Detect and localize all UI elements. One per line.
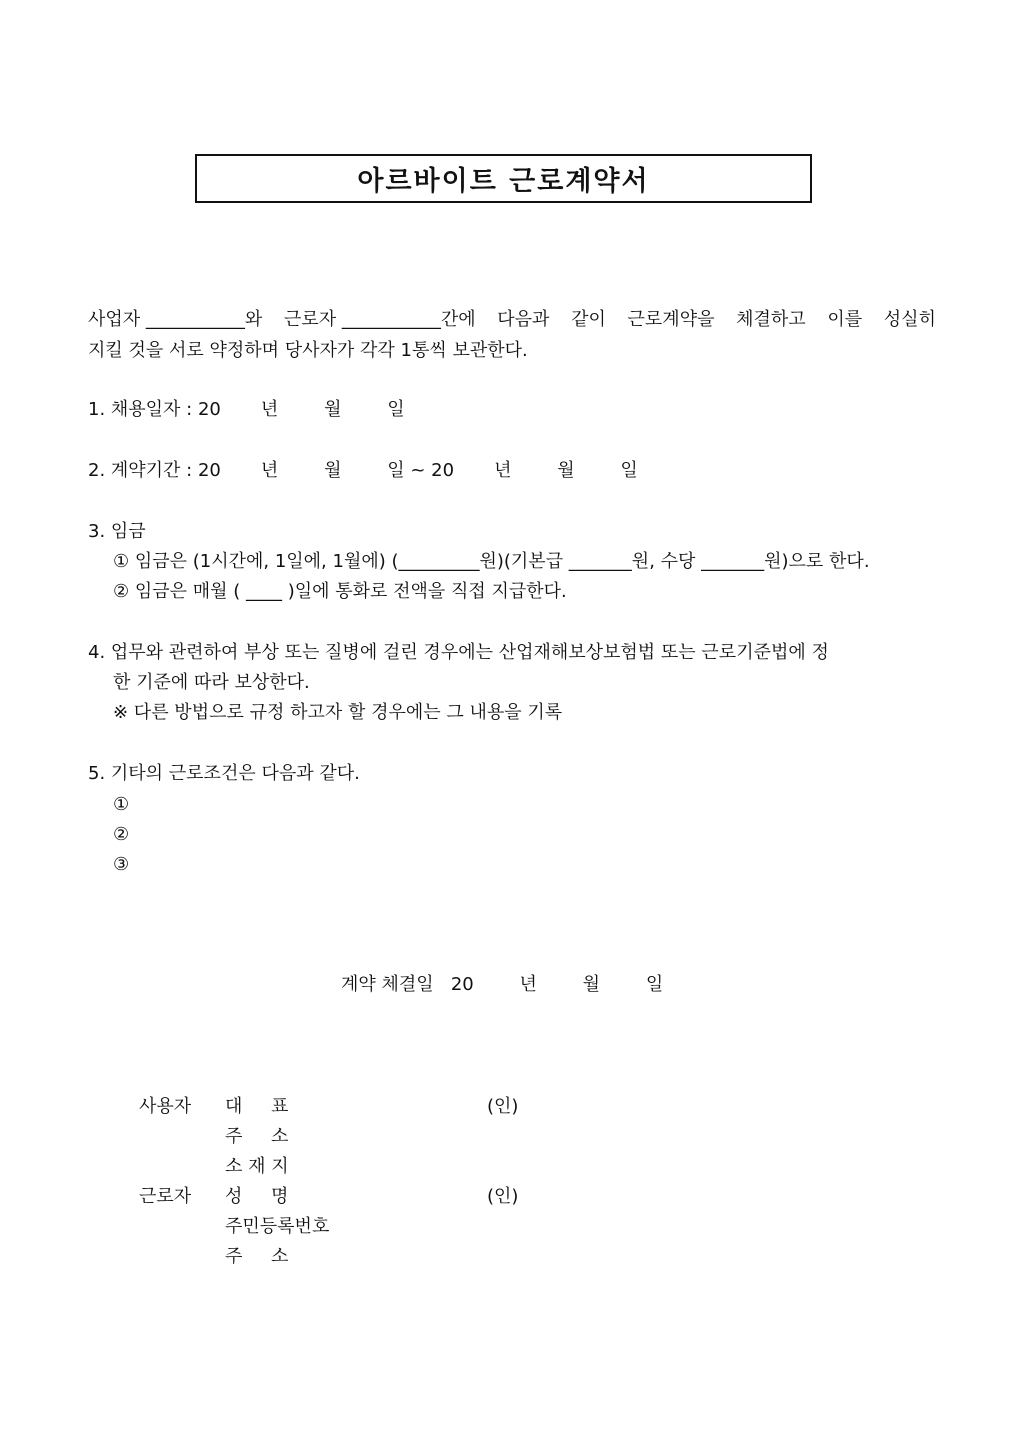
intro-line-2: 지킬 것을 서로 약정하며 당사자가 각각 1통씩 보관한다. [88, 340, 528, 361]
intro-part: 사업자 ___________와 [88, 309, 263, 330]
other-condition-2: ② [113, 824, 130, 845]
intro-part: 체결하고 [736, 309, 806, 330]
employer-address-label: 주 소 [225, 1126, 289, 1147]
intro-part: 성실히 [883, 309, 936, 330]
item-wage-amount: ① 임금은 (1시간에, 1일에, 1월에) (_________원)(기본급 _______원, 수당 _______원)으로 한다. [113, 551, 870, 572]
item-wage-heading: 3. 임금 [88, 521, 146, 542]
worker-name-label: 성 명 [225, 1186, 289, 1207]
employer-location-label: 소 재 지 [225, 1156, 289, 1177]
item-wage-payday: ② 임금은 매월 ( ____ )일에 통화로 전액을 직접 지급한다. [113, 581, 567, 602]
item-compensation-note: ※ 다른 방법으로 규정 하고자 할 경우에는 그 내용을 기록 [113, 702, 563, 723]
intro-part: 다음과 [497, 309, 550, 330]
employer-seal: (인) [487, 1096, 519, 1117]
intro-part: 이를 [827, 309, 863, 330]
other-condition-1: ① [113, 794, 130, 815]
document-title: 아르바이트 근로계약서 [195, 154, 812, 203]
intro-line-1 [88, 308, 936, 332]
item-contract-period: 2. 계약기간 : 20 년 월 일 ~ 20 년 월 일 [88, 460, 638, 481]
worker-address-label: 주 소 [225, 1246, 289, 1267]
worker-label: 근로자 [139, 1186, 192, 1207]
intro-part: 근로자 ___________간에 [283, 309, 476, 330]
employer-representative-label: 대 표 [225, 1096, 289, 1117]
contract-date: 계약 체결일 20 년 월 일 [341, 974, 664, 995]
intro-part: 근로계약을 [627, 309, 715, 330]
employer-label: 사용자 [139, 1096, 192, 1117]
item-other-conditions: 5. 기타의 근로조건은 다음과 같다. [88, 763, 360, 784]
item-compensation-line-1: 4. 업무와 관련하여 부상 또는 질병에 걸린 경우에는 산업재해보상보험법 또는 근로기준법에 정 [88, 642, 829, 663]
intro-part: 같이 [571, 309, 606, 330]
other-condition-3: ③ [113, 854, 130, 875]
worker-seal: (인) [487, 1186, 519, 1207]
worker-id-number-label: 주민등록번호 [225, 1216, 330, 1237]
item-compensation-line-2: 한 기준에 따라 보상한다. [113, 672, 310, 693]
item-hire-date: 1. 채용일자 : 20 년 월 일 [88, 399, 405, 420]
